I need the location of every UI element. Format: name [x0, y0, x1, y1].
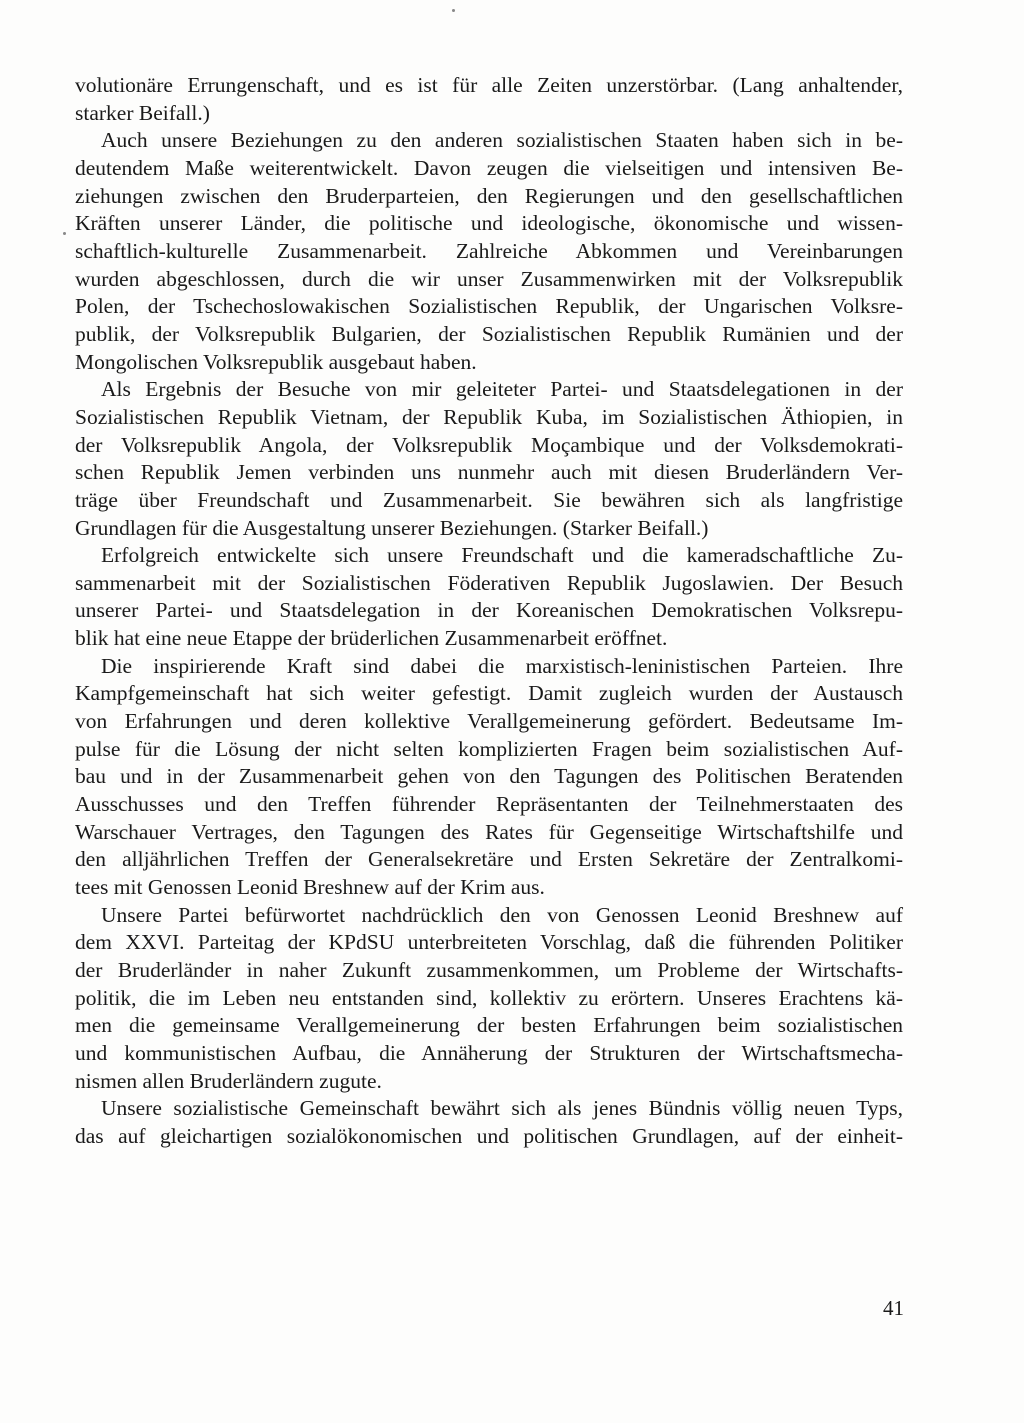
text-line: Auch unsere Beziehungen zu den anderen sozialistischen Staaten haben sich in be-: [101, 128, 903, 153]
paragraph: [75, 542, 903, 653]
text-line: ziehungen zwischen den Bruderparteien, den Regierungen und den gesellschaftlichen: [75, 183, 903, 208]
text-line: politik, die im Leben neu entstanden sind, kollektiv zu erörtern. Unseres Erachtens kä-: [75, 985, 903, 1010]
scan-speck: [452, 9, 455, 12]
text-line: und kommunistischen Aufbau, die Annäherung der Strukturen der Wirtschaftsmecha-: [75, 1040, 903, 1065]
paragraph: [75, 653, 903, 902]
text-line: publik, der Volksrepublik Bulgarien, der Sozialistischen Republik Rumänien und der: [75, 321, 903, 346]
text-line: der Volksrepublik Angola, der Volksrepublik Moçambique und der Volksdemokrati-: [75, 432, 903, 457]
text-line: blik hat eine neue Etappe der brüderlichen Zusammenarbeit eröffnet.: [75, 626, 668, 651]
text-line: Warschauer Vertrages, den Tagungen des Rates für Gegenseitige Wirtschaftshilfe und: [75, 819, 903, 844]
text-line: wurden abgeschlossen, durch die wir unser Zusammenwirken mit der Volksrepublik: [75, 266, 903, 291]
text-line: tees mit Genossen Leonid Breshnew auf der Krim aus.: [75, 875, 545, 900]
page-number: 41: [883, 1296, 904, 1320]
text-line: schaftlich-kulturelle Zusammenarbeit. Zahlreiche Abkommen und Vereinbarungen: [75, 238, 903, 263]
text-line: nismen allen Bruderländern zugute.: [75, 1068, 382, 1093]
text-line: volutionäre Errungenschaft, und es ist für alle Zeiten unzerstörbar. (Lang anhaltender,: [75, 73, 903, 97]
text-line: den alljährlichen Treffen der Generalsekretäre und Ersten Sekretäre der Zentralkomi-: [75, 847, 903, 872]
text-line: schen Republik Jemen verbinden uns nunmehr auch mit diesen Bruderländern Ver-: [75, 460, 903, 485]
text-line: deutendem Maße weiterentwickelt. Davon zeugen die vielseitigen und intensiven Be-: [75, 155, 903, 180]
body-text: [75, 72, 903, 1151]
paragraph: [75, 1095, 903, 1150]
text-line: Kampfgemeinschaft hat sich weiter gefestigt. Damit zugleich wurden der Austausch: [75, 681, 903, 706]
text-line: Sozialistischen Republik Vietnam, der Republik Kuba, im Sozialistischen Äthiopien, in: [75, 404, 903, 429]
text-line: dem XXVI. Parteitag der KPdSU unterbreiteten Vorschlag, daß die führenden Politiker: [75, 930, 903, 955]
text-line: sammenarbeit mit der Sozialistischen Föderativen Republik Jugoslawien. Der Besuch: [75, 570, 903, 595]
text-line: Ausschusses und den Treffen führender Repräsentanten der Teilnehmerstaaten des: [75, 792, 903, 817]
text-line: Als Ergebnis der Besuche von mir geleiteter Partei- und Staatsdelegationen in der: [101, 377, 903, 402]
text-line: träge über Freundschaft und Zusammenarbeit. Sie bewähren sich als langfristige: [75, 487, 903, 512]
text-line: Mongolischen Volksrepublik ausgebaut haben.: [75, 349, 477, 374]
text-line: pulse für die Lösung der nicht selten komplizierten Fragen beim sozialistischen Auf-: [75, 736, 903, 761]
paragraph: [75, 376, 903, 542]
paragraph: [75, 72, 903, 127]
text-line: Unsere sozialistische Gemeinschaft bewährt sich als jenes Bündnis völlig neuen Typs,: [101, 1096, 903, 1121]
text-line: Kräften unserer Länder, die politische und ideologische, ökonomische und wissen-: [75, 211, 903, 236]
text-line: Grundlagen für die Ausgestaltung unserer Beziehungen. (Starker Beifall.): [75, 515, 709, 540]
text-line: Polen, der Tschechoslowakischen Sozialistischen Republik, der Ungarischen Volksre-: [75, 294, 903, 319]
paragraph: [75, 902, 903, 1096]
scan-speck: [63, 232, 66, 235]
text-line: Erfolgreich entwickelte sich unsere Freundschaft und die kameradschaftliche Zu-: [101, 543, 903, 568]
text-line: von Erfahrungen und deren kollektive Verallgemeinerung gefördert. Bedeutsame Im-: [75, 709, 903, 734]
paragraph: [75, 127, 903, 376]
text-line: starker Beifall.): [75, 100, 210, 125]
text-line: unserer Partei- und Staatsdelegation in der Koreanischen Demokratischen Volksrepu-: [75, 598, 903, 623]
text-line: der Bruderländer in naher Zukunft zusammenkommen, um Probleme der Wirtschafts-: [75, 958, 903, 982]
text-line: bau und in der Zusammenarbeit gehen von den Tagungen des Politischen Beratenden: [75, 764, 903, 789]
text-line: men die gemeinsame Verallgemeinerung der besten Erfahrungen beim sozialistischen: [75, 1013, 903, 1038]
text-line: Die inspirierende Kraft sind dabei die marxistisch-leninistischen Parteien. Ihre: [101, 653, 903, 678]
text-line: das auf gleichartigen sozialökonomischen und politischen Grundlagen, auf der einheit-: [75, 1123, 903, 1148]
text-line: Unsere Partei befürwortet nachdrücklich den von Genossen Leonid Breshnew auf: [101, 902, 903, 927]
